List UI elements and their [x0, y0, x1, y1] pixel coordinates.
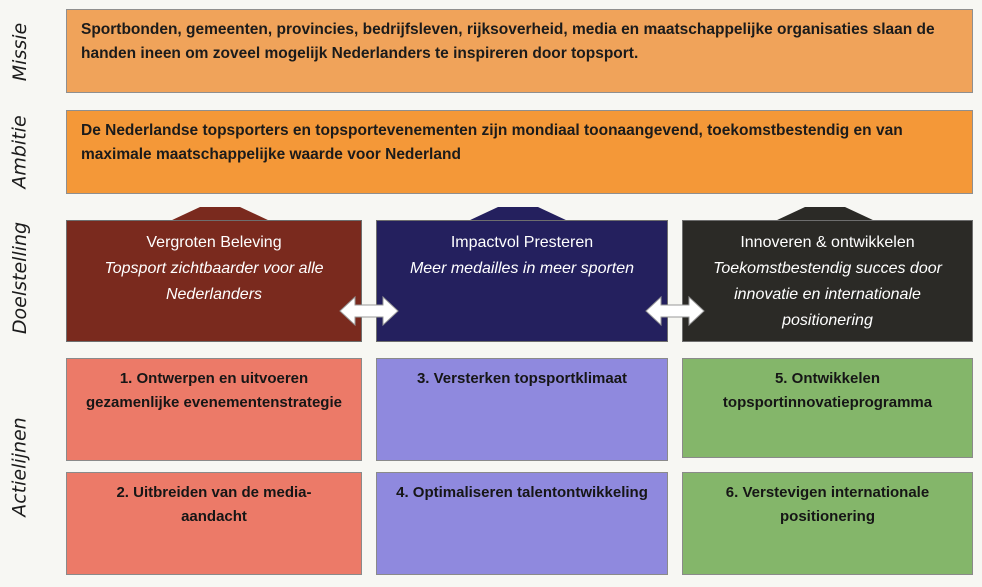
goal-peak-3 [775, 205, 875, 221]
action-2: 2. Uitbreiden van de media-aandacht [66, 472, 362, 575]
label-missie: Missie [9, 22, 32, 82]
goal-peak-2 [468, 205, 568, 221]
action-4: 4. Optimaliseren talentontwikkeling [376, 472, 668, 575]
goal-beleving [66, 220, 362, 342]
action-5: 5. Ontwikkelen topsportinnovatieprogramma [682, 358, 973, 458]
goal-innoveren [682, 220, 973, 342]
label-actielijnen: Actielijnen [9, 417, 32, 517]
action-1: 1. Ontwerpen en uitvoeren gezamenlijke evenementenstrategie [66, 358, 362, 461]
missie-box [66, 9, 973, 93]
action-3: 3. Versterken topsportklimaat [376, 358, 668, 461]
missie-text: Sportbonden, gemeenten, provincies, bedrijfsleven, rijksoverheid, media en maatschappelijke organisaties slaan de handen ineen om zoveel mogelijk Nederlanders te inspireren door topsport. [81, 21, 935, 62]
ambitie-text: De Nederlandse topsporters en topsportevenementen zijn mondiaal toonaangevend, toekomstbestendig en van maximale maatschappelijke waarde voor Nederland [81, 122, 903, 163]
double-arrow-icon [338, 294, 400, 328]
goal-subtitle: Topsport zichtbaarder voor alle Nederlanders [104, 260, 324, 303]
goal-title: Innoveren & ontwikkelen [740, 234, 915, 251]
ambitie-box [66, 110, 973, 194]
action-6: 6. Verstevigen internationale positionering [682, 472, 973, 575]
label-doelstelling: Doelstelling [9, 221, 32, 335]
double-arrow-icon [644, 294, 706, 328]
label-ambitie: Ambitie [9, 115, 32, 189]
goal-subtitle: Toekomstbestendig succes door innovatie en internationale positionering [713, 260, 942, 329]
goal-subtitle: Meer medailles in meer sporten [409, 260, 635, 277]
goal-title: Vergroten Beleving [146, 234, 282, 251]
goal-presteren [376, 220, 668, 342]
goal-title: Impactvol Presteren [450, 234, 594, 251]
goal-peak-1 [170, 205, 270, 221]
